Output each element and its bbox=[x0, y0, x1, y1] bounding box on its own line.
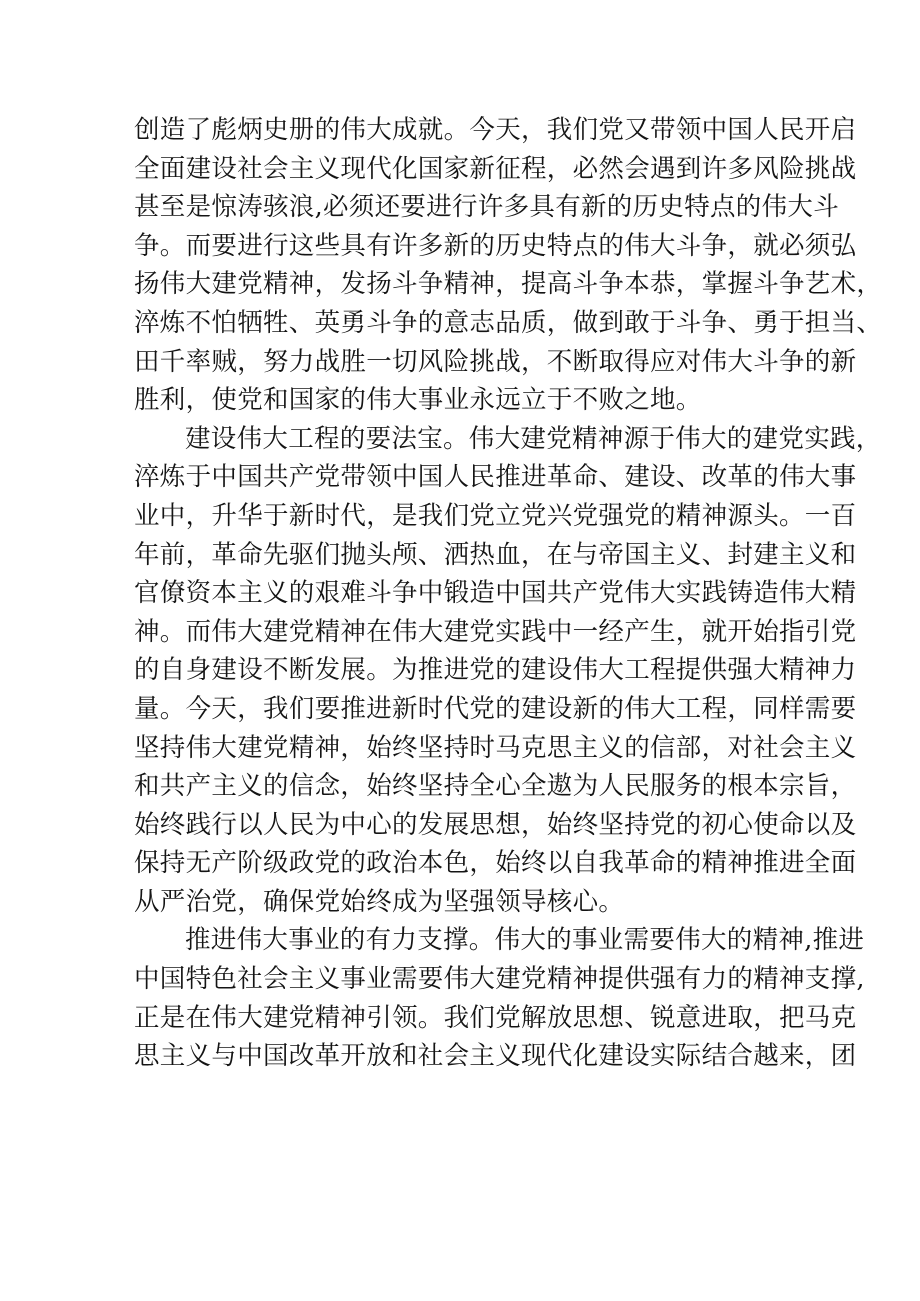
text-line: 思主义与中国改革开放和社会主义现代化建设实际结合越来，团 bbox=[134, 1041, 857, 1072]
text-line: 的自身建设不断发展。为推进党的建设伟大工程提供强大精神力 bbox=[134, 655, 857, 686]
text-line: 正是在伟大建党精神引领。我们党解放思想、锐意进取，把马克 bbox=[134, 1002, 857, 1033]
text-line: 创造了彪炳史册的伟大成就。今天，我们党又带领中国人民开启 bbox=[134, 115, 857, 145]
text-line: 全面建设社会主义现代化国家新征程，必然会遇到许多风险挑战 bbox=[134, 153, 857, 184]
text-line: 业中，升华于新时代，是我们党立党兴党强党的精神源头。一百 bbox=[134, 500, 857, 531]
text-line: 中国特色社会主义事业需要伟大建党精神提供强有力的精神支撑, bbox=[134, 964, 865, 995]
paragraph-first-line: 推进伟大事业的有力支撑。伟大的事业需要伟大的精神,推进 bbox=[185, 925, 865, 956]
text-line: 量。今天，我们要推进新时代党的建设新的伟大工程，同样需要 bbox=[134, 693, 857, 724]
text-line: 始终践行以人民为中心的发展思想，始终坚持党的初心使命以及 bbox=[134, 809, 857, 840]
text-line: 争。而要进行这些具有许多新的历史特点的伟大斗争，就必须弘 bbox=[134, 230, 857, 261]
text-line: 坚持伟大建党精神，始终坚持时马克思主义的信部，对社会主义 bbox=[134, 732, 857, 763]
text-line: 和共产主义的信念，始终坚持全心全遨为人民服务的根本宗旨， bbox=[134, 771, 857, 802]
text-line: 保持无产阶级政党的政治本色，始终以自我革命的精神推进全面 bbox=[134, 848, 857, 879]
text-line: 官僚资本主义的艰难斗争中锻造中国共产党伟大实践铸造伟大精 bbox=[134, 578, 857, 609]
body-text bbox=[134, 111, 883, 1076]
text-line: 从严治党，确保党始终成为坚强领导核心。 bbox=[134, 886, 625, 917]
text-line: 扬伟大建党精神，发扬斗争精神，提高斗争本恭，掌握斗争艺术， bbox=[134, 269, 883, 300]
text-line: 甚至是惊涛骇浪,必须还要进行许多具有新的历史特点的伟大斗 bbox=[134, 192, 840, 223]
text-line: 胜利，使党和国家的伟大事业永远立于不败之地。 bbox=[134, 385, 702, 416]
text-line: 田千率贼，努力战胜一切风险挑战，不断取得应对伟大斗争的新 bbox=[134, 346, 857, 377]
text-line: 淬炼不怕牺牲、英勇斗争的意志品质，做到敢于斗争、勇于担当、 bbox=[134, 307, 883, 338]
paragraph-first-line: 建设伟大工程的要法宝。伟大建党精神源于伟大的建党实践， bbox=[185, 423, 882, 454]
text-line: 神。而伟大建党精神在伟大建党实践中一经产生，就开始指引党 bbox=[134, 616, 857, 647]
text-line: 年前，革命先驱们抛头颅、洒热血，在与帝国主义、封建主义和 bbox=[134, 539, 857, 570]
text-line: 淬炼于中国共产党带领中国人民推进革命、建设、改革的伟大事 bbox=[134, 462, 857, 493]
